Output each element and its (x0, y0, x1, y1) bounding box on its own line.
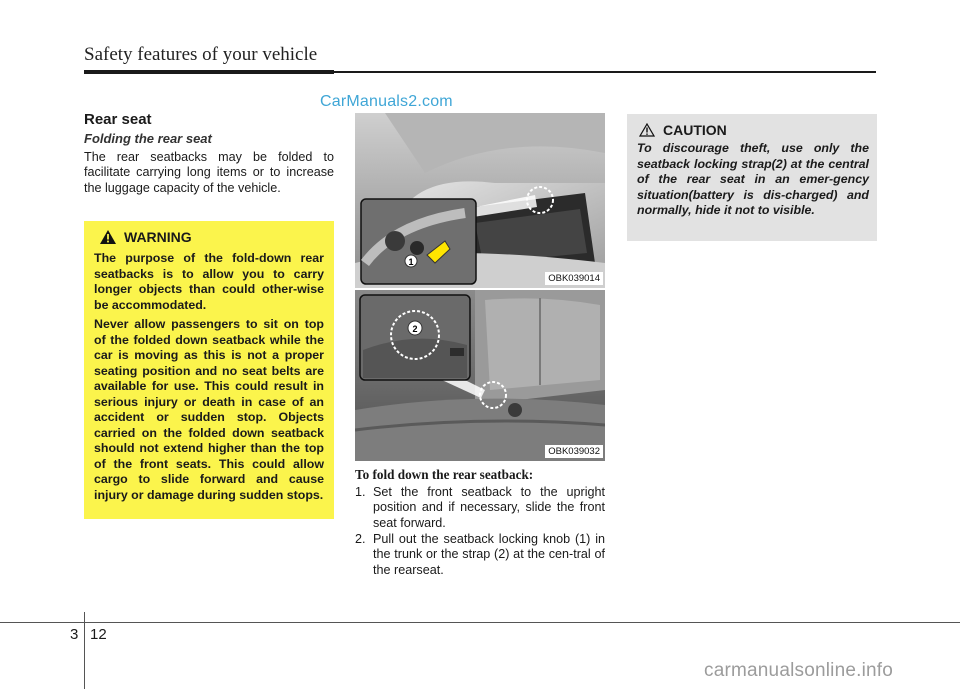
caution-text: To discourage theft, use only the seatback locking strap(2) at the central of the rear seat in an emer-gency situation(battery is dis-charged) and normally, hide it not to visible. (637, 141, 869, 217)
page-number: 12 (90, 626, 107, 643)
section-title: Rear seat (84, 111, 152, 128)
header-rule (84, 70, 334, 74)
section-body: The rear seatbacks may be folded to facilitate carrying long items or to increase the luggage capacity of the vehicle. (84, 150, 334, 195)
callout-2: 2 (412, 324, 418, 334)
warning-triangle-icon (100, 230, 116, 244)
section-subtitle: Folding the rear seat (84, 131, 212, 146)
warning-box (84, 221, 334, 519)
header-rule-thin (334, 71, 876, 73)
caution-triangle-icon (639, 123, 655, 137)
figure-code: OBK039032 (545, 445, 603, 458)
warning-paragraph: Never allow passengers to sit on top of the folded down seatback while the car is moving as this is not a proper seating position and no seat belts are available for use. This could result in serious injury or death in case of an accident or sudden stop. Objects carried on the folded down seatback should not extend higher than the top of the front seats. This could allow cargo to slide forward and cause injury or damage during sudden stops. (94, 317, 324, 502)
running-header: Safety features of your vehicle (84, 44, 318, 65)
rear-seat-photo (355, 290, 605, 461)
footer-watermark[interactable]: carmanualsonline.info (704, 660, 894, 681)
callout-1: 1 (408, 257, 414, 267)
instructions-title: To fold down the rear seatback: (355, 467, 534, 482)
warning-title: WARNING (124, 229, 192, 245)
chapter-number: 3 (70, 626, 79, 643)
warning-paragraph: The purpose of the fold-down rear seatbacks is to allow you to carry longer objects than could other-wise be accommodated. (94, 251, 324, 312)
footer-rule (0, 622, 960, 623)
footer-divider (84, 612, 85, 689)
figure-code: OBK039014 (545, 272, 603, 285)
trunk-photo (355, 113, 605, 288)
caution-box (627, 114, 877, 241)
caution-title: CAUTION (663, 122, 727, 138)
watermark-link[interactable]: CarManuals2.com (320, 93, 453, 110)
instruction-step: 2. Pull out the seatback locking knob (1) in the trunk or the strap (2) at the cen-tral of the rearseat. (355, 532, 605, 577)
instruction-step: 1. Set the front seatback to the upright position and if necessary, slide the front seat forward. (355, 485, 605, 530)
